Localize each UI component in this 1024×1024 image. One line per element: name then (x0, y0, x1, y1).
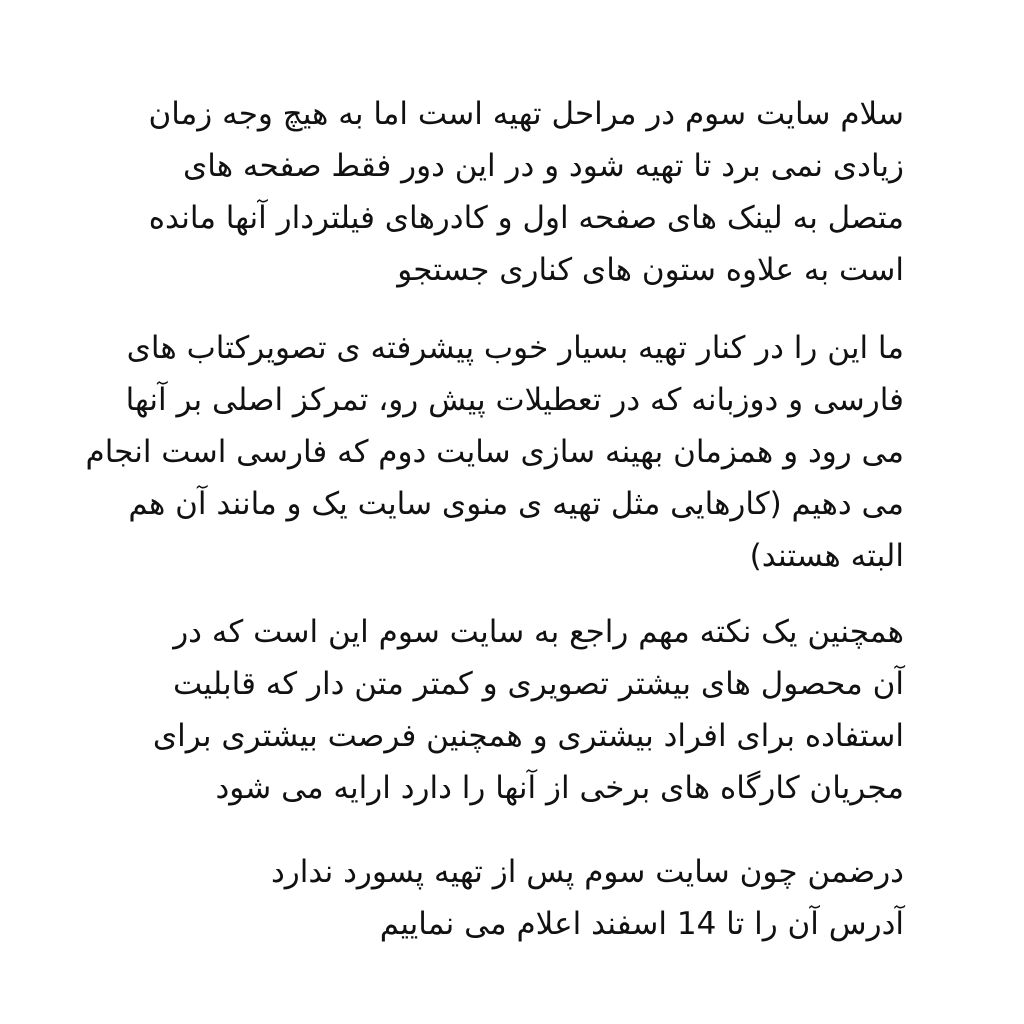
paragraph-1-line-3: متصل به لینک های صفحه اول و کادرهای فیلتردار آنها مانده (148, 200, 904, 236)
paragraph-3 (104, 606, 904, 814)
paragraph-4 (104, 846, 904, 950)
paragraph-2-line-3: می رود و همزمان بهینه سازی سایت دوم که فارسی است انجام (85, 434, 904, 470)
paragraph-1-line-4: است به علاوه ستون های کناری جستجو (397, 252, 904, 288)
paragraph-4-line-1: درضمن چون سایت سوم پس از تهیه پسورد ندارد (270, 854, 904, 890)
paragraph-2-line-4: می دهیم (کارهایی مثل تهیه ی منوی سایت یک و مانند آن هم (128, 486, 904, 522)
paragraph-3-line-1: همچنین یک نکته مهم راجع به سایت سوم این است که در (173, 614, 904, 650)
paragraph-4-line-2: آدرس آن را تا 14 اسفند اعلام می نماییم (379, 906, 904, 942)
paragraph-2-line-1: ما این را در کنار تهیه بسیار خوب پیشرفته ی تصویرکتاب های (126, 330, 904, 366)
paragraph-3-line-3: استفاده برای افراد بیشتری و همچنین فرصت بیشتری برای (152, 718, 904, 754)
paragraph-1-line-2: زیادی نمی برد تا تهیه شود و در این دور فقط صفحه های (183, 148, 904, 184)
paragraph-3-line-2: آن محصول های بیشتر تصویری و کمتر متن دار که قابلیت (172, 666, 904, 702)
paragraph-2-line-5: البته هستند) (749, 538, 904, 574)
paragraph-1-line-1: سلام سایت سوم در مراحل تهیه است اما به هیچ وجه زمان (148, 96, 904, 132)
paragraph-3-line-4: مجریان کارگاه های برخی از آنها را دارد ارایه می شود (215, 770, 904, 806)
paragraph-2 (85, 322, 904, 582)
paragraph-2-line-2: فارسی و دوزبانه که در تعطیلات پیش رو، تمرکز اصلی بر آنها (125, 382, 904, 418)
paragraph-1 (104, 88, 904, 296)
